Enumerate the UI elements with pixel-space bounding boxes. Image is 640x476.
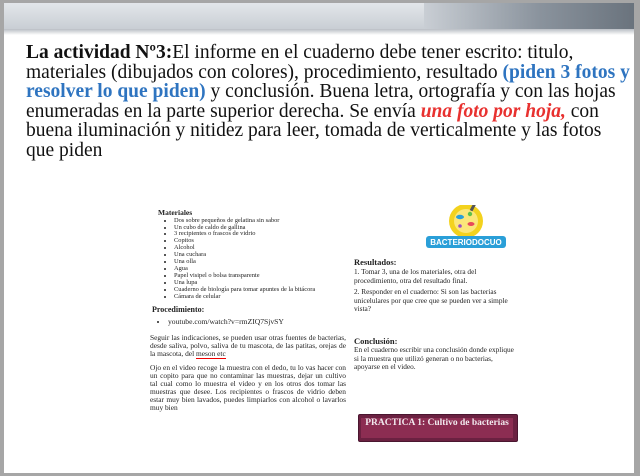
logo-text: BACTERIODOCUO [430,238,502,247]
materials-list [150,218,346,301]
bacterium-shape [458,224,462,228]
header-accent [424,3,634,29]
bacterium-shape [468,222,475,226]
conclusion-text: En el cuaderno escribir una conclusión donde explique si la muestra que utilizó generan o no bacterias, apoyarse en el video. [354,345,514,372]
practica-banner [358,414,518,442]
activity-instructions [26,43,632,160]
material-item: • Una cuchara [174,252,346,259]
material-item: • Una lupa [174,280,346,287]
instructions-part-3: con buena iluminación y nitidez para leer, tomada de verticalmente y las fotos que piden [26,100,602,161]
slide-header-bar [4,3,634,29]
results-text [354,268,520,314]
material-item: • 3 recipientes o frascos de vidrio [174,231,346,238]
embedded-document-image [138,205,524,473]
procedure-list [150,318,346,326]
instructions-part-2: y conclusión. Buena letra, ortografía y con las hojas enumeradas en la parte superior derecha. Se envía [26,81,616,122]
activity-title: La actividad Nº3: [26,42,173,63]
results-item-1: 1. Tomar 3, una de los materiales, otra del procedimiento, otra del resultado final. [354,267,477,285]
procedure-title: Procedimiento: [152,305,205,315]
misspelled-word: meson etc [195,348,226,358]
bacterium-shape [456,215,464,219]
material-item: • Cuaderno de biología para tomar apuntes de la bitácora [174,287,346,294]
one-photo-highlight: una foto por hoja, [420,100,566,122]
material-item: • Dos sobre pequeños de gelatina sin sabor [174,218,346,225]
header-shadow [4,29,634,35]
material-item: • Copitos [174,238,346,245]
material-item: • Papel visipel o bolsa transparente [174,273,346,280]
material-item: • Un cubo de caldo de gallina [174,225,346,232]
materials-title: Materiales [158,208,193,217]
slide [4,3,634,473]
results-item-2: 2. Responder en el cuaderno: Si son las bacterias unicelulares por que cree que se pueden ver a simple vista? [354,287,508,314]
results-title: Resultados: [354,257,397,267]
bacteria-logo [416,205,516,253]
material-item: • Una olla [174,259,346,266]
bacterium-shape [468,212,472,216]
paragraph-1-text: Seguir las indicaciones, se pueden usar otras fuentes de bacterias, desde saliva, polvo, saliva de tu mascota, de las patitas, orejas de la mascota, del [150,332,346,358]
logo-plate-inner [454,209,478,233]
conclusion-title: Conclusión: [354,336,398,346]
material-item: • Alcohol [174,245,346,252]
instructions-part-1: El informe en el cuaderno debe tener escrito: titulo, materiales (dibujados con colores), procedimiento, resultado [26,42,574,83]
video-link: • youtube.com/watch?v=rmZIQ7SjvSY [168,318,346,326]
photos-highlight: (piden 3 fotos y resolver lo que piden) [26,61,630,102]
practica-label: PRACTICA 1: Cultivo de bacterias [361,418,513,438]
procedure-paragraph-1 [150,334,346,358]
procedure-paragraph-2: Ojo en el video recoge la muestra con el dedo, tu lo vas hacer con un copito para que no contaminar las muestras, dejar un cultivo tal cual como lo muestra el video y en los otros dos tomar las muestras que desee. Los recipientes o frascos de vidrio deben estar muy bien lavados, puedes limpiarlos con alcohol o lavarlos muy bien [150,362,346,412]
material-item: • Agua [174,266,346,273]
material-item: • Cámara de celular [174,294,346,301]
document-left-column [150,205,346,412]
